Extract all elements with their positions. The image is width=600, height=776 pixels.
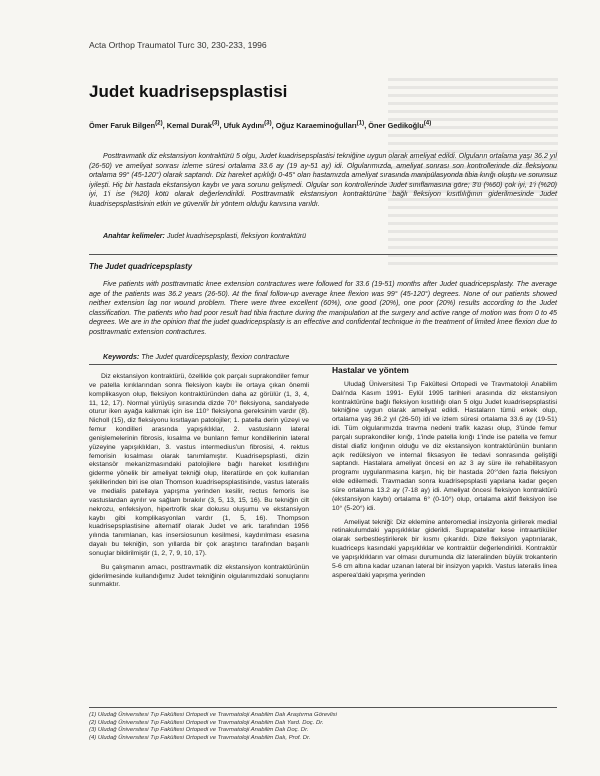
divider bbox=[89, 254, 557, 255]
footnote: (3) Uludağ Üniversitesi Tıp Fakültesi Ortopedi ve Travmatoloji Anabilim Dalı Doç. Dr. bbox=[89, 727, 309, 734]
author-3: Ufuk Aydını$^{(3)}$, bbox=[223, 120, 276, 131]
journal-citation: Acta Orthop Traumatol Turc 30, 230-233, 1996 bbox=[89, 40, 267, 50]
footnote: (4) Uludağ Üniversitesi Tıp Fakültesi Ortopedi ve Travmatoloji Anabilim Dalı, Prof. Dr. bbox=[89, 734, 311, 741]
keywords-turkish bbox=[103, 232, 553, 240]
english-title: The Judet quadricepsplasty bbox=[89, 262, 193, 271]
keywords-english bbox=[103, 353, 553, 361]
author-5: Öner Gedikoğlu$^{(4)}$ bbox=[368, 120, 432, 131]
body-left-column bbox=[89, 373, 309, 595]
author-2: Kemal Durak$^{(3)}$, bbox=[166, 120, 224, 131]
body-paragraph: Diz ekstansiyon kontraktürü, özellikle çok parçalı suprakondiler femur ve patella kırıklarından sonra fleksiyon kaybı ile ortaya çıkan önemli komplikasyon olup, fleksiyon kontraktüründen daha az görülür (1, 3, 4, 11, 12, 17). Normal yürüyüş sırasında dizde 70° fleksiyona, sandalyede oturur iken ayağa kalkmak için ise 110° fleksiyona gereksinim vardır (8). Nicholl (15), diz fleksiyonu kısıtlayan patolojiler; 1. patella derin yüzeyi ve femur kondilleri arasında yapışıklıklar, 2. vastusların lateral genişlemelerinin fibrosis, kısalma ve bunların femur kondillerinin lateral yüzeyine yapışıklıkları, 3. vastus intermedius'un fibrosisi, 4. rektus femorisin kısalması olarak tanımlamıştır. Kuadrisepsplasti, dizin ekstansör mekanizmasındaki patolojilere bağlı hareket kısıtlılığını giderme yönelik bir ameliyat tekniği olup, literatürde en çok kullanılan şekillerinden biri ise olan Thomson kuadrisepsplastisinde, vastus lateralis ve medialis patellaya yapışma yerinden kesilir, rectus femoris ise vastuslardan ayrılır ve sağlam bırakılır (3, 5, 13, 15, 16). Bu tekniğin cilt nekrozu, enfeksiyon, hipertrofik skar dokusu oluşumu ve ekstansiyon kaybı gibi komplikasyonları vardır (1, 5, 16). Thompson kuadrisepsplastisine alternatif olarak Judet ve ark. tarafından 1956 yılında tanımlanan, kas insersiosunun kesilmesi, kaydırılması esasına dayalı bu tekniğin, son yıllarda bir çok araştırıcı tarafından başarılı sonuçlar bildirilmiştir (1, 2, 7, 9, 10, 17). bbox=[89, 373, 309, 557]
footnote-divider bbox=[89, 707, 557, 708]
section-heading: Hastalar ve yöntem bbox=[332, 365, 409, 375]
body-paragraph: Uludağ Üniversitesi Tıp Fakültesi Ortopedi ve Travmatoloji Anabilim Dalı'nda Kasım 1991- Eylül 1995 tarihleri arasında diz ekstansiyon kontraktürüne bağlı fleksiyon kısıtlılığı olan 5 olgu Judet kuadrisepsplastisi tekniğine uygun olarak ameliyat edildi. Hastaların tümü erkek olup, ortalama yaş 36.2 yıl (26-50) idi ve izlem süresi ortalama 33.6 ay (19-51) idi. Tüm olgularımızda travma nedeni trafik kazası olup, 3'ünde femur parçalı suprakondiler kırığı, 1'inde patella kırığı 1'inde ise patella ve femur distal diafiz kırığının olduğu ve diz ekstansiyon kontraktürünün bunların açık redüksiyon ve internal fiksasyon ile tedavi sonrasında geliştiği saptandı. Hastalara ameliyat öncesi en az 3 ay süre ile rehabilitasyon programı uygulanmasına karşın, hiç bir hastada 20°'den fazla fleksiyon elde edilemedi. Travmadan sonra kuadrisepsplasti yapılana kadar geçen süre ortalama 13.2 ay (7-18 ay) idi. Ameliyat öncesi fleksiyon kontraktürü (ekstansiyon kaybı) ortalama 6° (0-10°) olup, ortalama aktif fleksiyon ise 10° (5-20°) idi. bbox=[332, 380, 557, 512]
footnote: (2) Uludağ Üniversitesi Tıp Fakültesi Ortopedi ve Travmatoloji Anabilim Dalı Yard. Doç. Dr. bbox=[89, 719, 324, 726]
footnote: (1) Uludağ Üniversitesi Tıp Fakültesi Ortopedi ve Travmatoloji Anabilim Dalı Araştırma Görevlisi bbox=[89, 712, 337, 718]
body-right-column bbox=[332, 366, 557, 585]
author-list bbox=[89, 120, 549, 130]
body-paragraph: Ameliyat tekniği: Diz eklemine anteromedial insizyonla girilerek medial retinakulumdaki yapışıklıklar giderildi. Suprapatellar kese intraartiküler olarak serbestleştirilerek bir kısmı çıkarıldı. Dize fleksiyon yaptırılarak, kuadriceps kasındaki yapışıklıklar ve kontraktür değerlendirildi. Kontraktür ve yapışıklıkların var olması durumunda diz lateralinden büyük trokanterin 5-6 cm altına kadar uzanan lateral bir insizyon yapıldı. Vastus lateralis linea asperea'daki yapışma yerinden bbox=[332, 518, 557, 579]
body-paragraph: Bu çalışmanın amacı, posttravmatik diz ekstansiyon kontraktürünün giderilmesinde kullandığımız Judet tekniğinin olgularımızdaki sonuçlarını sunmaktır. bbox=[89, 563, 309, 589]
footnotes bbox=[89, 712, 557, 742]
keywords-label: Anahtar kelimeler: bbox=[103, 232, 165, 240]
author-4: Oğuz Karaeminoğulları$^{(1)}$, bbox=[275, 120, 369, 131]
keywords-label: Keywords: bbox=[103, 353, 140, 361]
keywords-value: Judet kuadrisepsplasti, fleksiyon kontraktürü bbox=[166, 232, 307, 240]
keywords-value: The Judet quardicepsplasty, flexion contracture bbox=[141, 353, 290, 361]
article-title: Judet kuadrisepsplastisi bbox=[89, 82, 288, 101]
divider bbox=[89, 364, 557, 365]
abstract-turkish: Posttravmatik diz ekstansiyon kontraktürü 5 olgu, Judet kuadrisepsplastisi tekniğine uygun olarak ameliyat edildi. Olguların ortalama yaşı 36.2 yıl (26-50) ve ameliyat sonrası izleme süresi ortalama 33.6 ay (19 ay-51 ay) idi. Olgularımızda, ameliyat sonrası son kontrollerinde diz fleksiyonu ortalama 99° (45-120°) olarak saptandı. Diz hareket açıklığı 0-45° olan hastamızda ameliyat sırasında manipülasyonda tibia kırığı oluştu ve sorunsuz iyileşti. Hiç bir hastada ekstansiyon kaybı ve yara sorunu gelişmedi. Olgular son kontrollerinde Judet sınıflamasına göre; 3'ü (%60) çok iyi, 1'i (%20) iyi, 1'i ise (%20) kötü olarak değerlendirildi. Posttravmatik ekstansiyon kontraktürüne bağlı fleksiyon kısıtlılığının giderilmesinde Judet kuadrisepsplastisinin etkin ve güvenilir bir yöntem olduğu kanısına varıldı. bbox=[89, 152, 557, 208]
author-1: Ömer Faruk Bilgen$^{(2)}$, bbox=[89, 120, 167, 131]
abstract-english: Five patients with posttravmatic knee extension contractures were followed for 33.6 (19-51) months after Judet quadricepsplasty. The average age of the patients was 36.2 years (26-50). At the final follow-up average knee flexion was 99° (45-120°) degrees. None of our patients showed neither extension lag nor wound problem. There were three excellent (60%), one good (20%), one poor (20%) results according to the Judet classification. The patients who had poor result had tibia fracture during the manipulation at the surgery and active range of motion was from 0 to 45 degrees. We are in the opinion that the judet quadricepsplasty is an effective and confidental technique in the treatment of limited knee flexion due to posttravmatic extension contractures. bbox=[89, 280, 557, 336]
